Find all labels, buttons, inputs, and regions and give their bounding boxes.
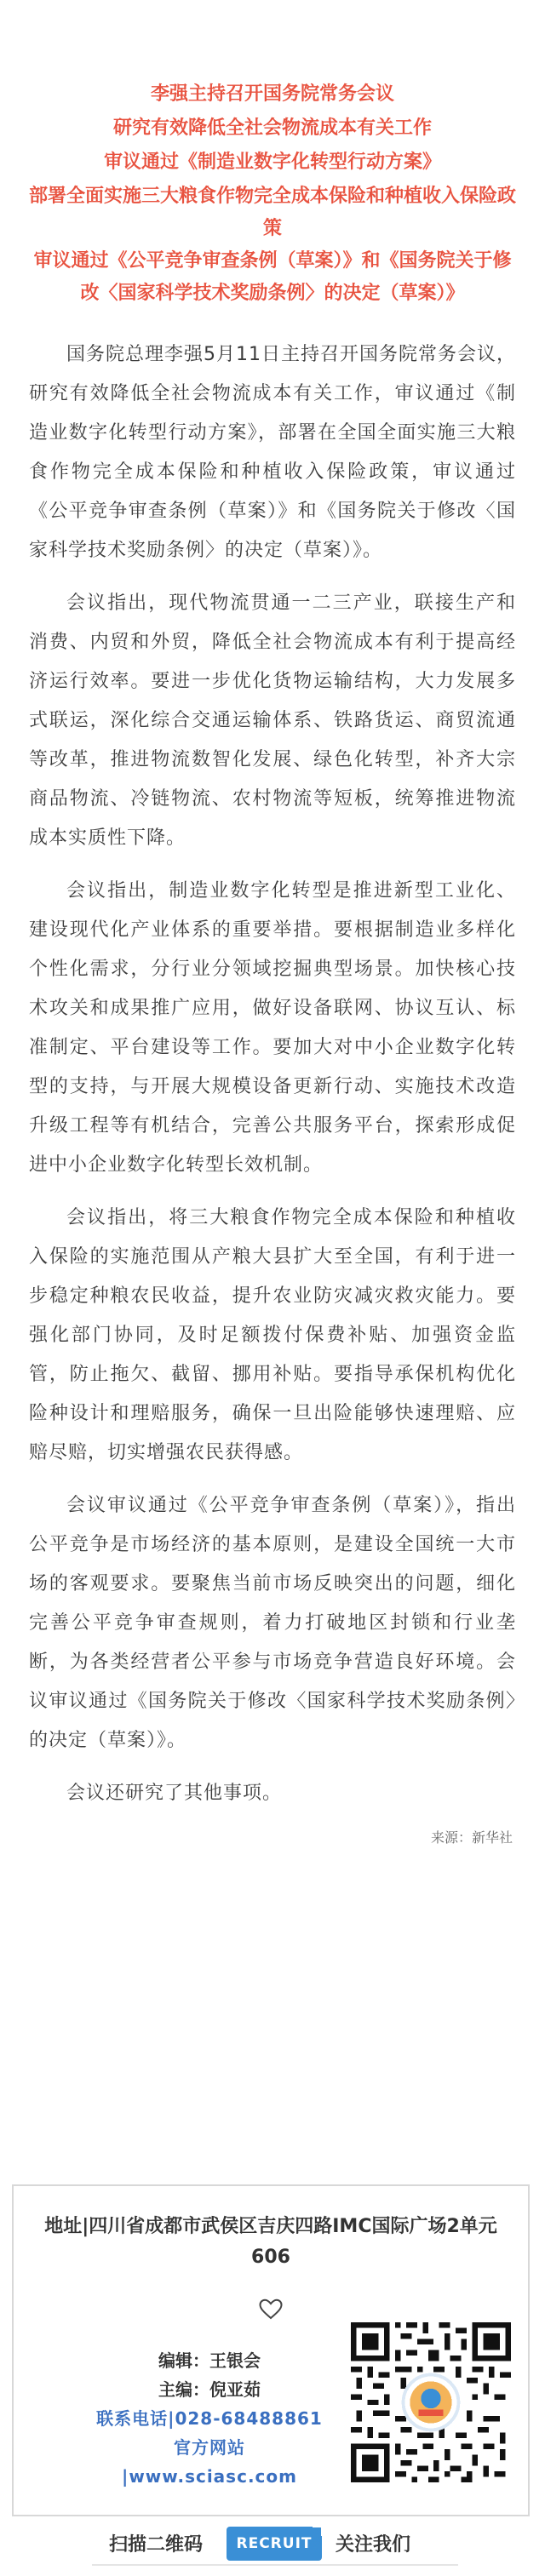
paragraph-manufacturing: 会议指出，制造业数字化转型是推进新型工业化、建设现代化产业体系的重要举措。要根据制造业多样化个性化需求，分行业分领域挖掘典型场景。加快核心技术攻关和成果推广应用，做好设备联网、协议互认、标准制定、平台建设等工作。要加大对中小企业数字化转型的支持，与开展大规模设备更新行动、实施技术改造升级工程等有机结合，完善公共服务平台，探索形成促进中小企业数字化转型长效机制。 [29,880,516,1176]
phone-line: 联系电话|028-68488861 [96,2408,323,2429]
qr-code[interactable] [351,2322,511,2482]
divider [92,2564,458,2566]
website-link[interactable]: 官方网站 |www.sciasc.com [122,2437,297,2487]
headline-block [29,78,516,310]
paragraph-insurance: 会议指出，将三大粮食作物完全成本保险和种植收入保险的实施范围从产粮大县扩大至全国，有利于进一步稳定种粮农民收益，提升农业防灾减灾救灾能力。要强化部门协同，及时足额拨付保费补贴、加强资金监管，防止拖欠、截留、挪用补贴。要指导承保机构优化险种设计和理赔服务，确保一旦出险能够快速理赔、应赔尽赔，切实增强农民获得感。 [29,1207,516,1463]
address-text: 地址|四川省成都市武侯区吉庆四路IMC国际广场2单元606 [44,2216,497,2268]
footer-card [12,2184,530,2516]
paragraph-logistics: 会议指出，现代物流贯通一二三产业，联接生产和消费、内贸和外贸，降低全社会物流成本有利于提高经济运行效率。要进一步优化货物运输结构，大力发展多式联运，深化综合交通运输体系、铁路货运、商贸流通等改革，推进物流数智化发展、绿色化转型，补齐大宗商品物流、冷链物流、农村物流等短板，统筹推进物流成本实质性下降。 [29,592,516,849]
chief-editor-line: 主编：倪亚茹 [158,2379,261,2400]
headline-4: 部署全面实施三大粮食作物完全成本保险和种植收入保险政策 [29,186,517,239]
paragraph-competition: 会议审议通过《公平竞争审查条例（草案）》，指出公平竞争是市场经济的基本原则，是建设全国统一大市场的客观要求。要聚焦当前市场反映突出的问题，细化完善公平竞争审查规则，着力打破地区封锁和行业垄断，为各类经营者公平参与市场竞争营造良好环境。会议审议通过《国务院关于修改〈国家科学技术奖励条例〉的决定（草案）》。 [29,1495,516,1751]
headline-3: 审议通过《制造业数字化转型行动方案》 [103,152,441,173]
recruit-label: RECRUIT [236,2535,313,2552]
follow-us-label: 关注我们 [336,2534,411,2556]
contact-block [90,2346,329,2491]
headline-5: 审议通过《公平竞争审查条例（草案）》和《国务院关于修改〈国家科学技术奖励条例〉的决定（草案）》 [33,250,512,304]
paragraph-intro: 国务院总理李强5月11日主持召开国务院常务会议，研究有效降低全社会物流成本有关工作，审议通过《制造业数字化转型行动方案》，部署在全国全面实施三大粮食作物完全成本保险和种植收入保险政策，审议通过《公平竞争审查条例（草案）》和《国务院关于修改〈国家科学技术奖励条例〉的决定（草案）》。 [29,344,516,561]
paragraph-other: 会议还研究了其他事项。 [66,1783,283,1804]
source-credit: 来源：新华社 [430,1829,513,1846]
scan-row [92,2525,458,2566]
scan-qr-label: 扫描二维码 [109,2534,204,2556]
badge-corner-icon [313,2525,324,2536]
headline-1: 李强主持召开国务院常务会议 [150,83,394,105]
editor-line: 编辑：王银会 [158,2350,261,2371]
headline-2: 研究有效降低全社会物流成本有关工作 [112,117,432,139]
heart-icon [258,2297,284,2322]
recruit-badge[interactable] [227,2527,322,2561]
